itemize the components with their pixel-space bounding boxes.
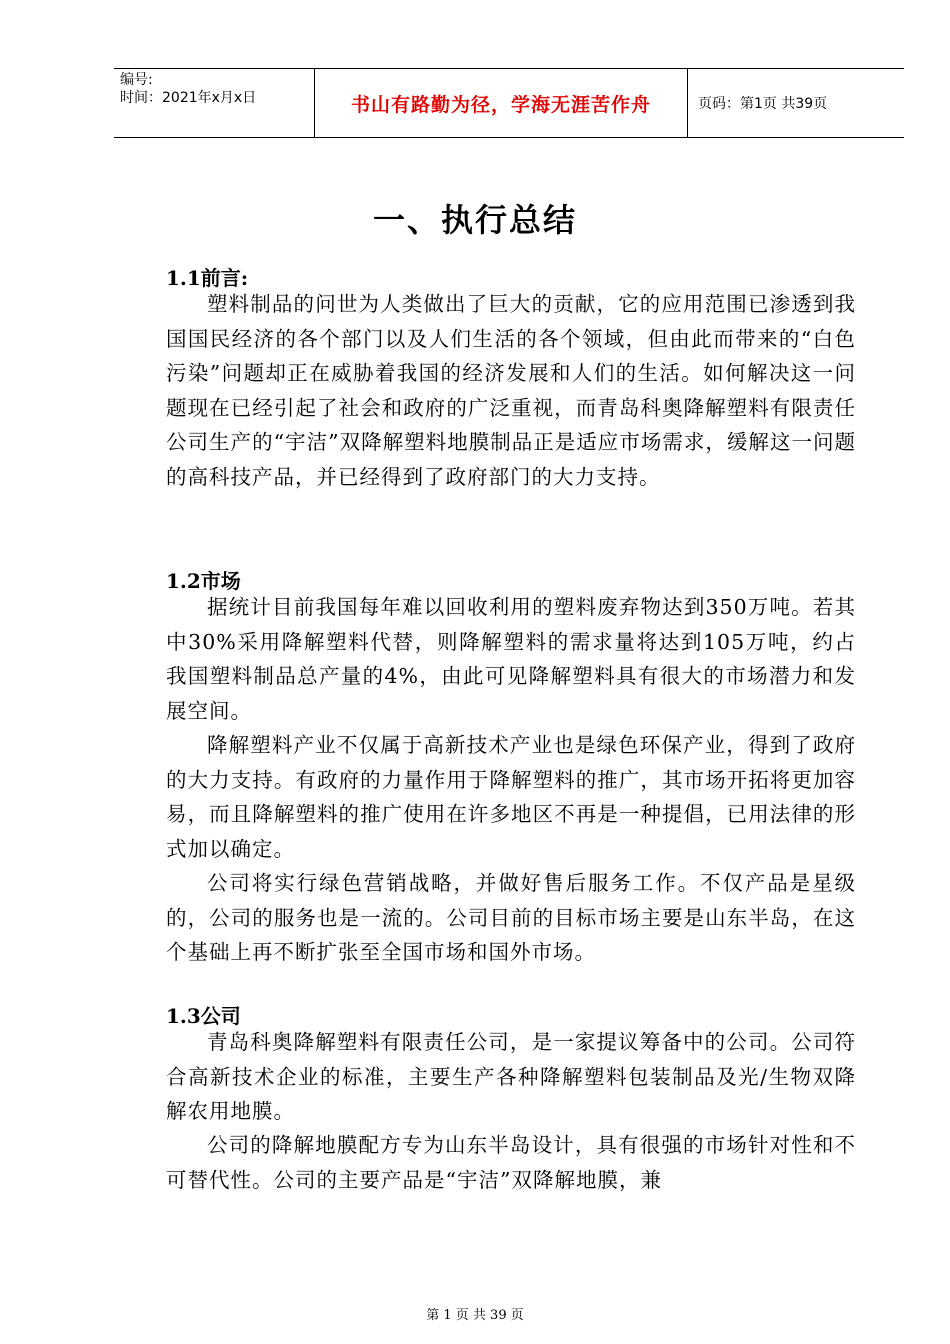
time-label: 时间：2021年x月x日 [120, 90, 257, 106]
page-footer: 第 1 页 共 39 页 [426, 1308, 524, 1323]
header-motto-cell [314, 69, 688, 137]
serial-label: 编号: [120, 72, 153, 88]
section-heading-company: 1.3公司 [166, 1004, 241, 1028]
paragraph-company-1: 青岛科奥降解塑料有限责任公司，是一家提议筹备中的公司。公司符合高新技术企业的标准，主要生产各种降解塑料包装制品及光/生物双降解农用地膜。 [166, 1030, 856, 1123]
page-info: 页码：第1页 共39页 [698, 96, 828, 112]
paragraph-market-1: 据统计目前我国每年难以回收利用的塑料废弃物达到350万吨。若其中30%采用降解塑料代替，则降解塑料的需求量将达到105万吨，约占我国塑料制品总产量的4%，由此可见降解塑料具有很大的市场潜力和发展空间。 [166, 595, 856, 723]
page-header [114, 68, 904, 138]
header-page-info-cell [688, 69, 904, 137]
paragraph-preface: 塑料制品的问世为人类做出了巨大的贡献，它的应用范围已渗透到我国国民经济的各个部门以及人们生活的各个领域，但由此而带来的“白色污染”问题却正在威胁着我国的经济发展和人们的生活。如何解决这一问题现在已经引起了社会和政府的广泛重视，而青岛科奥降解塑料有限责任公司生产的“宇洁”双降解塑料地膜制品正是适应市场需求，缓解这一问题的高科技产品，并已经得到了政府部门的大力支持。 [166, 292, 856, 489]
paragraph-market-3: 公司将实行绿色营销战略，并做好售后服务工作。不仅产品是星级的，公司的服务也是一流的。公司目前的目标市场主要是山东半岛，在这个基础上再不断扩张至全国市场和国外市场。 [166, 871, 856, 964]
paragraph-company-2: 公司的降解地膜配方专为山东半岛设计，具有很强的市场针对性和不可替代性。公司的主要产品是“宇洁”双降解地膜，兼 [166, 1133, 856, 1192]
header-meta [114, 69, 314, 137]
section-heading-market: 1.2市场 [166, 569, 241, 593]
section-heading-preface: 1.1前言: [166, 266, 249, 290]
motto-text: 书山有路勤为径，学海无涯苦作舟 [350, 93, 651, 116]
document-title: 一、执行总结 [372, 201, 577, 239]
paragraph-market-2: 降解塑料产业不仅属于高新技术产业也是绿色环保产业，得到了政府的大力支持。有政府的力量作用于降解塑料的推广，其市场开拓将更加容易，而且降解塑料的推广使用在许多地区不再是一种提倡，已用法律的形式加以确定。 [166, 733, 856, 861]
